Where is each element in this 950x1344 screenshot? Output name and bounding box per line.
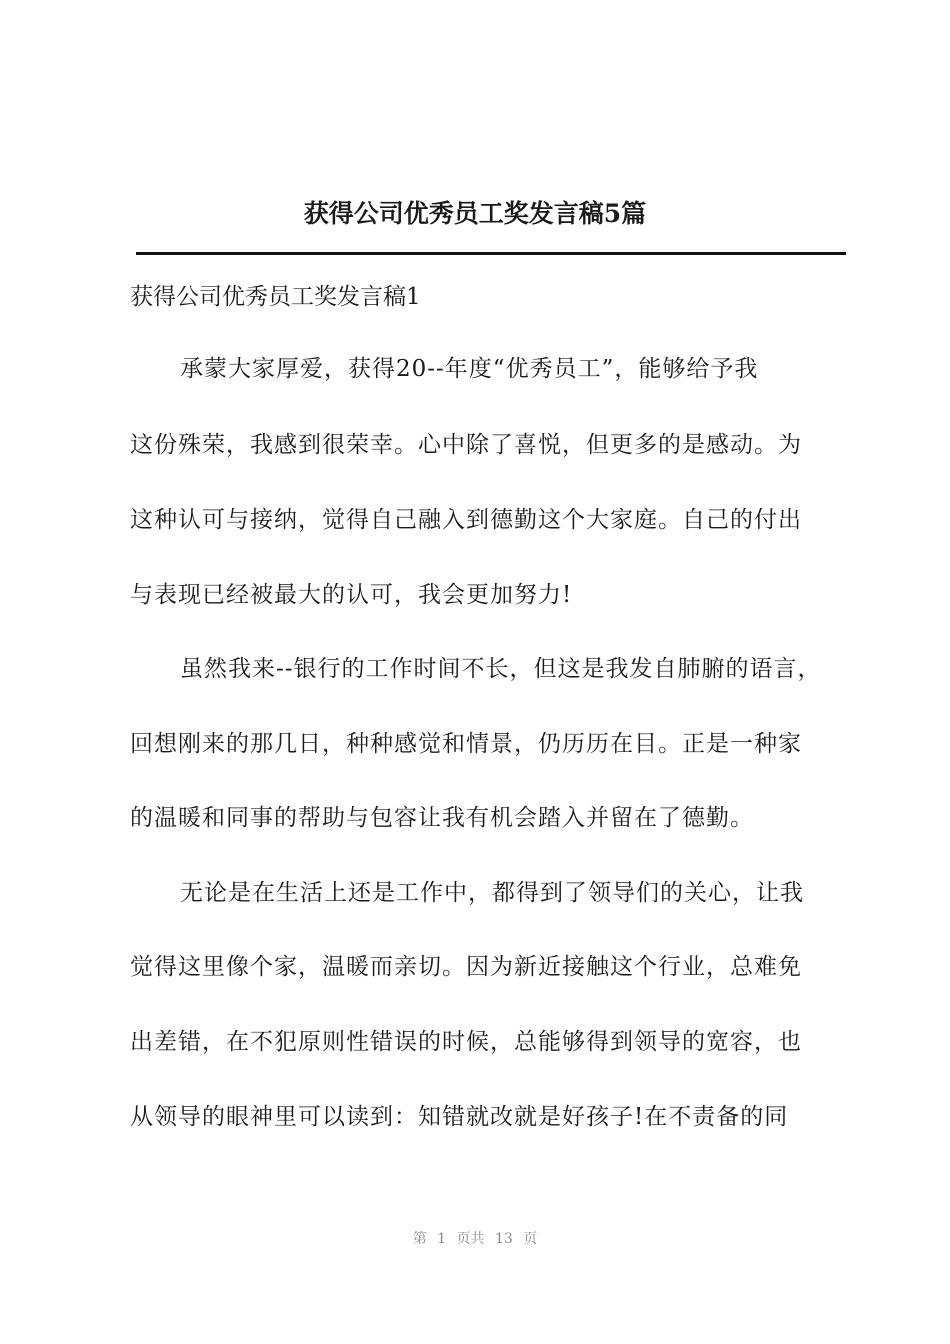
paragraph-line: 出差错，在不犯原则性错误的时候，总能够得到领导的宽容，也 — [130, 1029, 802, 1055]
section-heading: 获得公司优秀员工奖发言稿1 — [130, 284, 421, 310]
document-title: 获得公司优秀员工奖发言稿5篇 — [303, 199, 647, 228]
paragraph-line: 觉得这里像个家，温暖而亲切。因为新近接触这个行业，总难免 — [130, 954, 802, 980]
paragraph-line: 从领导的眼神里可以读到：知错就改就是好孩子!在不责备的同 — [130, 1104, 789, 1130]
paragraph-line: 与表现已经被最大的认可，我会更加努力! — [130, 582, 573, 608]
paragraph-line: 的温暖和同事的帮助与包容让我有机会踏入并留在了德勤。 — [130, 805, 754, 831]
paragraph-line: 无论是在生活上还是工作中，都得到了领导们的关心，让我 — [180, 880, 804, 906]
paragraph-line: 承蒙大家厚爱，获得20--年度“优秀员工”，能够给予我 — [180, 356, 759, 382]
page-number-footer: 第 1 页共 13 页 — [412, 1231, 538, 1247]
paragraph-line: 这种认可与接纳，觉得自己融入到德勤这个大家庭。自己的付出 — [130, 507, 802, 533]
paragraph-line: 这份殊荣，我感到很荣幸。心中除了喜悦，但更多的是感动。为 — [130, 432, 802, 458]
paragraph-line: 回想刚来的那几日，种种感觉和情景，仍历历在目。正是一种家 — [130, 731, 802, 757]
title-divider — [136, 252, 846, 255]
paragraph-line: 虽然我来--银行的工作时间不长，但这是我发自肺腑的语言， — [180, 656, 822, 682]
